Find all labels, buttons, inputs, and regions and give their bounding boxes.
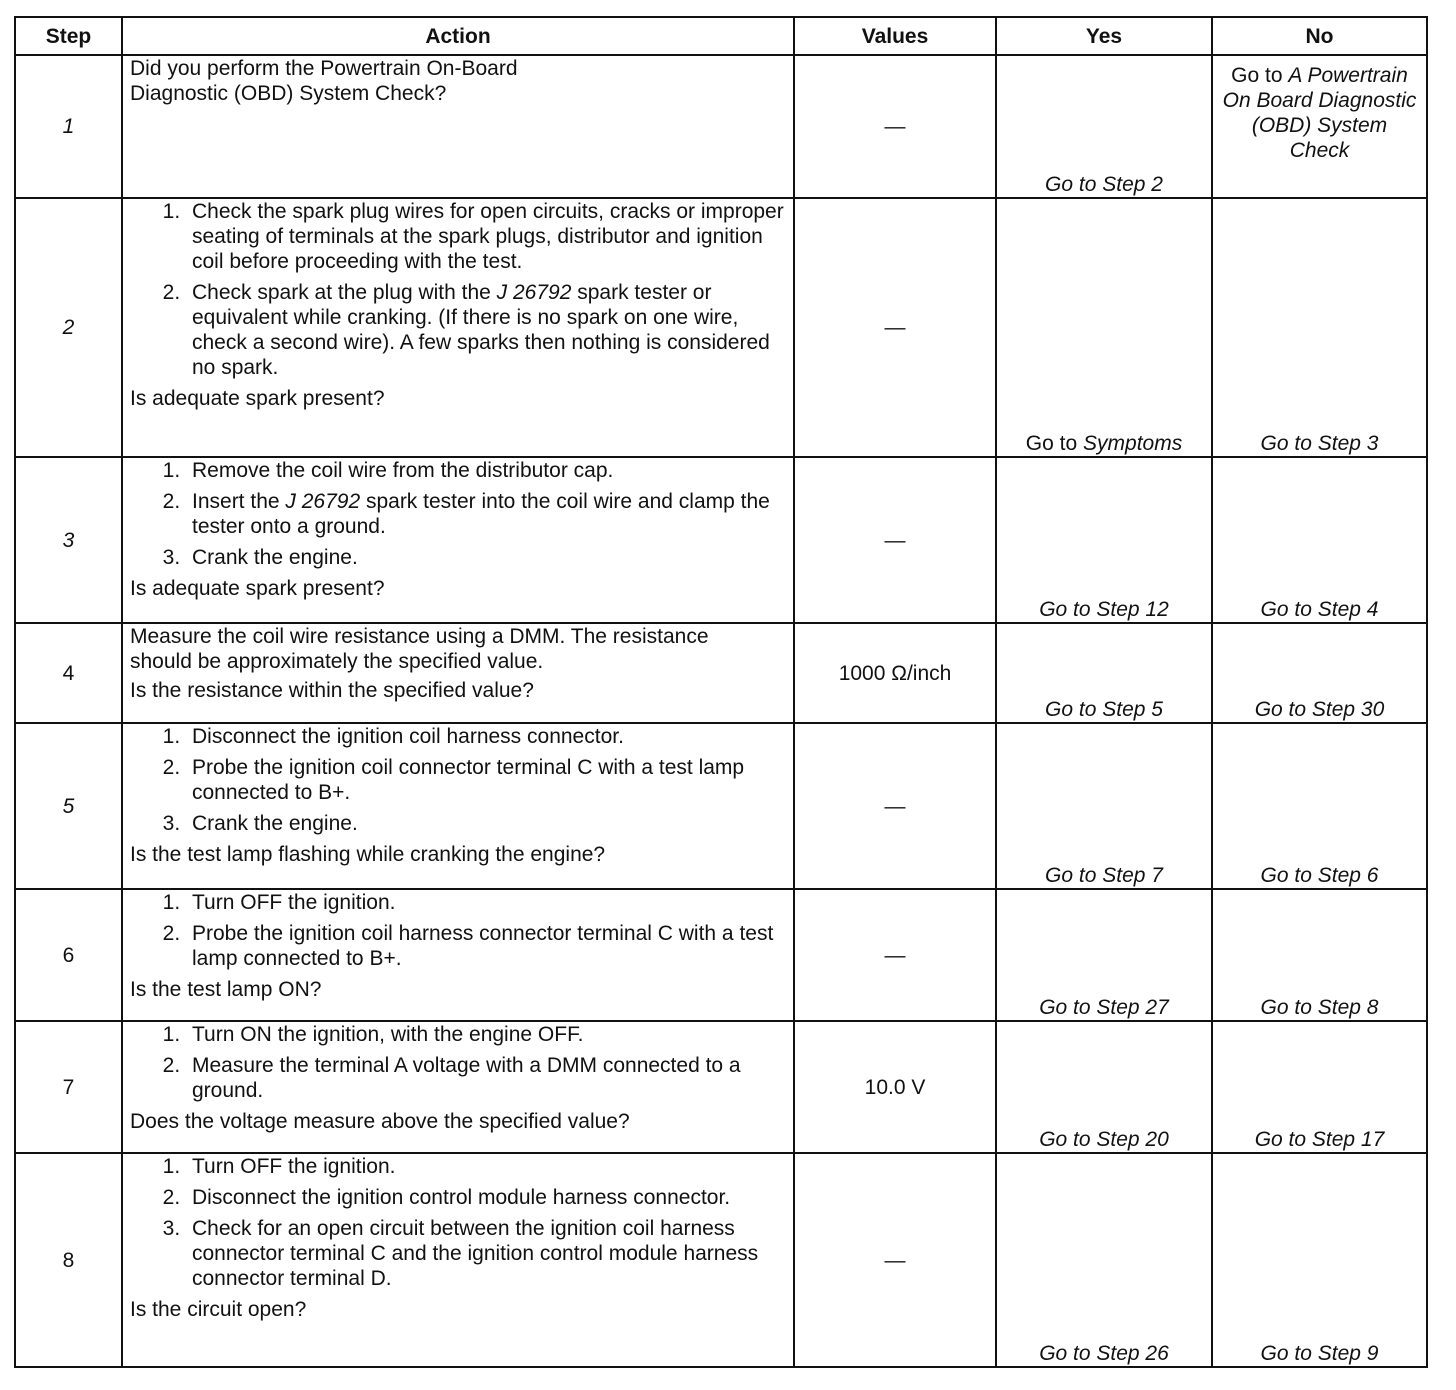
no-cell: Go to Step 9 — [1212, 1153, 1427, 1367]
action-step: 2. Check spark at the plug with the J 26792 spark tester or equivalent while cranking. (If there is no spark on one wire, check a second wire). A few sparks then nothing is considered no spark. — [186, 280, 786, 380]
yes-cell: Go to Step 5 — [996, 623, 1212, 723]
action-cell — [122, 889, 794, 1021]
yes-cell: Go to Step 26 — [996, 1153, 1212, 1367]
action-question: Is adequate spark present? — [130, 577, 385, 600]
step-number: 6 — [15, 889, 122, 1021]
action-steps — [130, 1154, 786, 1291]
value-cell: — — [794, 198, 996, 457]
header-action: Action — [122, 17, 794, 55]
no-cell: Go to Step 30 — [1212, 623, 1427, 723]
header-row — [15, 17, 1427, 55]
action-cell — [122, 198, 794, 457]
action-question: Is adequate spark present? — [130, 387, 385, 410]
table-row — [15, 198, 1427, 457]
action-step: 1. Remove the coil wire from the distributor cap. — [186, 458, 786, 483]
yes-cell — [996, 198, 1212, 457]
action-step: 2. Disconnect the ignition control module harness connector. — [186, 1185, 786, 1210]
action-step: 2. Probe the ignition coil connector terminal C with a test lamp connected to B+. — [186, 755, 786, 805]
action-question: Is the resistance within the specified value? — [130, 679, 534, 702]
action-question: Is the test lamp ON? — [130, 978, 322, 1001]
step-number: 8 — [15, 1153, 122, 1367]
action-steps — [130, 724, 786, 836]
yes-cell: Go to Step 12 — [996, 457, 1212, 623]
value-cell: 1000 Ω/inch — [794, 623, 996, 723]
action-cell — [122, 1021, 794, 1153]
no-cell — [1212, 55, 1427, 198]
tool-number: J 26792 — [496, 281, 572, 304]
no-prefix: Go to — [1231, 64, 1283, 87]
action-step: 3. Check for an open circuit between the ignition coil harness connector terminal C and the ignition control module harness connector terminal D. — [186, 1216, 786, 1291]
action-cell — [122, 55, 794, 198]
header-yes: Yes — [996, 17, 1212, 55]
value-cell: 10.0 V — [794, 1021, 996, 1153]
action-steps — [130, 1022, 786, 1103]
action-step: 3. Crank the engine. — [186, 545, 786, 570]
action-step: 1. Disconnect the ignition coil harness connector. — [186, 724, 786, 749]
step-number: 5 — [15, 723, 122, 889]
action-step: 1. Turn OFF the ignition. — [186, 1154, 786, 1179]
table-row — [15, 889, 1427, 1021]
action-text: Did you perform the Powertrain On-Board Diagnostic (OBD) System Check? — [130, 57, 518, 105]
value-cell: — — [794, 55, 996, 198]
yes-reference: Symptoms — [1083, 432, 1183, 455]
yes-cell: Go to Step 20 — [996, 1021, 1212, 1153]
table-row — [15, 457, 1427, 623]
action-steps — [130, 458, 786, 570]
step-number: 4 — [15, 623, 122, 723]
no-cell: Go to Step 8 — [1212, 889, 1427, 1021]
table-row — [15, 1021, 1427, 1153]
header-values: Values — [794, 17, 996, 55]
tool-number: J 26792 — [285, 490, 361, 513]
no-cell: Go to Step 4 — [1212, 457, 1427, 623]
action-step: 1. Turn OFF the ignition. — [186, 890, 786, 915]
diagnostic-table — [14, 16, 1428, 1368]
step-number: 3 — [15, 457, 122, 623]
action-step: 2. Measure the terminal A voltage with a DMM connected to a ground. — [186, 1053, 786, 1103]
action-step: 2. Insert the J 26792 spark tester into the coil wire and clamp the tester onto a ground. — [186, 489, 786, 539]
value-cell: — — [794, 457, 996, 623]
no-cell: Go to Step 17 — [1212, 1021, 1427, 1153]
no-cell: Go to Step 6 — [1212, 723, 1427, 889]
value-cell: — — [794, 889, 996, 1021]
yes-prefix: Go to — [1025, 432, 1078, 455]
no-reference: A Powertrain On Board Diagnostic (OBD) System Check — [1222, 64, 1417, 162]
step-number: 1 — [15, 55, 122, 198]
action-question: Is the test lamp flashing while cranking the engine? — [130, 843, 606, 866]
action-cell — [122, 623, 794, 723]
action-cell — [122, 457, 794, 623]
action-step: 1. Turn ON the ignition, with the engine OFF. — [186, 1022, 786, 1047]
action-step: 2. Probe the ignition coil harness connector terminal C with a test lamp connected to B+. — [186, 921, 786, 971]
action-question: Is the circuit open? — [130, 1298, 307, 1321]
step-number: 2 — [15, 198, 122, 457]
yes-cell: Go to Step 2 — [996, 55, 1212, 198]
action-steps — [130, 199, 786, 380]
value-cell: — — [794, 1153, 996, 1367]
action-step: 3. Crank the engine. — [186, 811, 786, 836]
table-row — [15, 1153, 1427, 1367]
action-question: Does the voltage measure above the specified value? — [130, 1110, 630, 1133]
no-cell: Go to Step 3 — [1212, 198, 1427, 457]
yes-cell: Go to Step 7 — [996, 723, 1212, 889]
header-no: No — [1212, 17, 1427, 55]
table-row — [15, 55, 1427, 198]
table-row — [15, 723, 1427, 889]
action-cell — [122, 1153, 794, 1367]
action-step: 1. Check the spark plug wires for open circuits, cracks or improper seating of terminals at the spark plugs, distributor and ignition coil before proceeding with the test. — [186, 199, 786, 274]
table-row — [15, 623, 1427, 723]
action-text: Measure the coil wire resistance using a DMM. The resistance should be approximately the specified value. — [130, 625, 709, 673]
step-number: 7 — [15, 1021, 122, 1153]
yes-cell: Go to Step 27 — [996, 889, 1212, 1021]
action-cell — [122, 723, 794, 889]
action-steps — [130, 890, 786, 971]
header-step: Step — [15, 17, 122, 55]
value-cell: — — [794, 723, 996, 889]
